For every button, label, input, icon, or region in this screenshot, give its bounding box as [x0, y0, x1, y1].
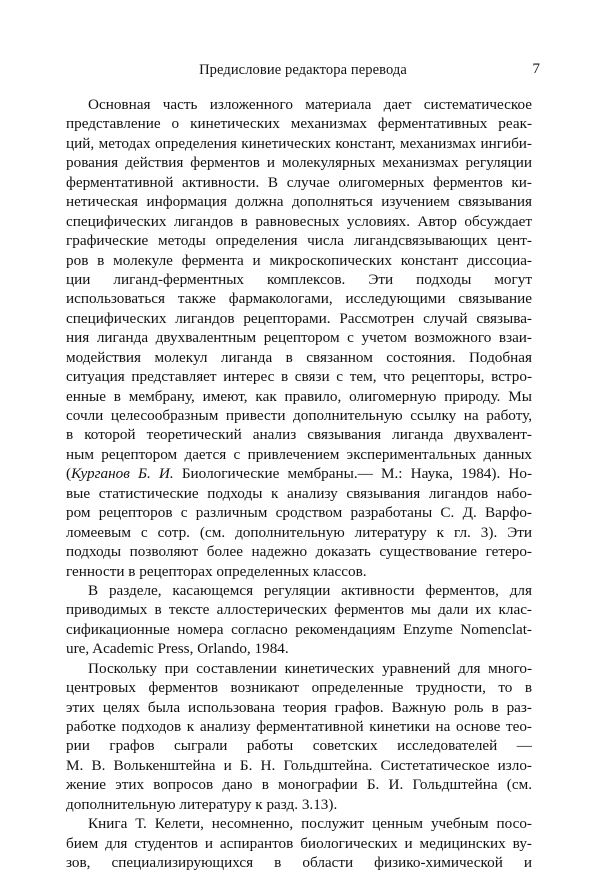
- text-line: сификационные номера согласно рекомендациям Enzyme Nomenclat-: [66, 620, 532, 638]
- text-line: центровых ферментов возникают определенные трудности, то в: [66, 679, 532, 697]
- text-line: работке подходов к анализу ферментативной кинетики на основе тео-: [66, 718, 532, 735]
- text-line: бием для студентов и аспирантов биологических и медицинских ву-: [66, 834, 532, 852]
- text-line: ром рецепторов с различным сродством разработаны С. Д. Варфо-: [66, 504, 532, 522]
- text-line: этих целях была использована теория графов. Важную роль в раз-: [66, 698, 532, 716]
- paragraph-4: [66, 814, 532, 872]
- text-line: жение этих вопросов дано в монографии Б. И. Гольдштейна (см.: [66, 776, 532, 794]
- text-line: В разделе, касающемся регуляции активности ферментов, для: [88, 581, 532, 599]
- text-line: генности в рецепторах определенных классов.: [66, 562, 367, 580]
- text-line: ным рецептором дается с привлечением экспериментальных данных: [66, 445, 532, 463]
- text-line: ния лиганда двухвалентным рецептором с учетом возможного взаи-: [66, 329, 532, 347]
- text-line: (Курганов Б. И. Биологические мембраны.— М.: Наука, 1984). Но-: [66, 465, 532, 483]
- cited-author: Курганов Б. И.: [71, 465, 174, 483]
- text-line: сочли целесообразным привести дополнительную ссылку на работу,: [66, 407, 532, 424]
- text-line: приводимых в тексте аллостерических ферментов мы дали их клас-: [66, 601, 532, 619]
- text-line: специфических лигандов рецепторами. Рассмотрен случай связыва-: [66, 309, 532, 327]
- paragraph-3: [66, 659, 532, 815]
- text-line: модействия молекул лиганда в связанном состояния. Подобная: [66, 348, 532, 366]
- body-text: [66, 95, 532, 873]
- paragraph-1: [66, 95, 532, 581]
- text-line: ций, методах определения кинетических констант, механизмах ингиби-: [66, 134, 532, 152]
- text-line: рии графов сыграли работы советских исследователей —: [66, 737, 532, 755]
- text-line: в которой теоретический анализ связывания лиганда двухвалент-: [66, 426, 532, 444]
- text-line: нетическая информация должна дополняться изучением связывания: [66, 193, 532, 211]
- text-line: ров в молекуле фермента и микроскопических констант диссоциа-: [66, 251, 532, 269]
- running-head-title: Предисловие редактора перевода: [199, 62, 407, 78]
- text-line: рования действия ферментов и молекулярных механизмах регуляции: [66, 154, 532, 172]
- page-number: 7: [532, 61, 540, 77]
- text-line: Книга Т. Келети, несомненно, послужит ценным учебным посо-: [88, 815, 532, 833]
- text-line: специфических лигандов в равновесных условиях. Автор обсуждает: [66, 212, 532, 230]
- text-line: Основная часть изложенного материала дает систематическое: [88, 96, 532, 113]
- running-head: [66, 62, 540, 82]
- text-line: ции лиганд-ферментных комплексов. Эти подходы могут: [66, 270, 532, 288]
- text-line: представление о кинетических механизмах ферментативных реак-: [66, 115, 532, 133]
- text-line: енные в мембрану, имеют, как правило, олигомерную природу. Мы: [66, 387, 532, 405]
- text-line: Поскольку при составлении кинетических уравнений для много-: [88, 659, 532, 677]
- text-line: зов, специализирующихся в области физико-химической и: [66, 854, 532, 872]
- text-line: графические методы определения числа лигандсвязывающих цент-: [66, 232, 532, 250]
- text-line: ситуация представляет интерес в связи с тем, что рецепторы, встро-: [66, 368, 532, 386]
- paragraph-2: [66, 581, 532, 659]
- text-line: использоваться также фармакологами, исследующими связывание: [66, 290, 532, 308]
- text-line: дополнительную литературу к разд. 3.13).: [66, 795, 338, 813]
- text-line: подходы позволяют более надежно доказать существование гетеро-: [66, 543, 532, 561]
- text-line: ure, Academic Press, Orlando, 1984.: [66, 640, 289, 658]
- text-line: М. В. Волькенштейна и Б. Н. Гольдштейна. Систетатическое изло-: [66, 756, 532, 774]
- text-line: ферментативной активности. В случае олигомерных ферментов ки-: [66, 173, 532, 191]
- text-line: ломеевым с сотр. (см. дополнительную литературу к гл. 3). Эти: [66, 523, 532, 541]
- text-line: вые статистические подходы к анализу связывания лигандов набо-: [66, 484, 532, 502]
